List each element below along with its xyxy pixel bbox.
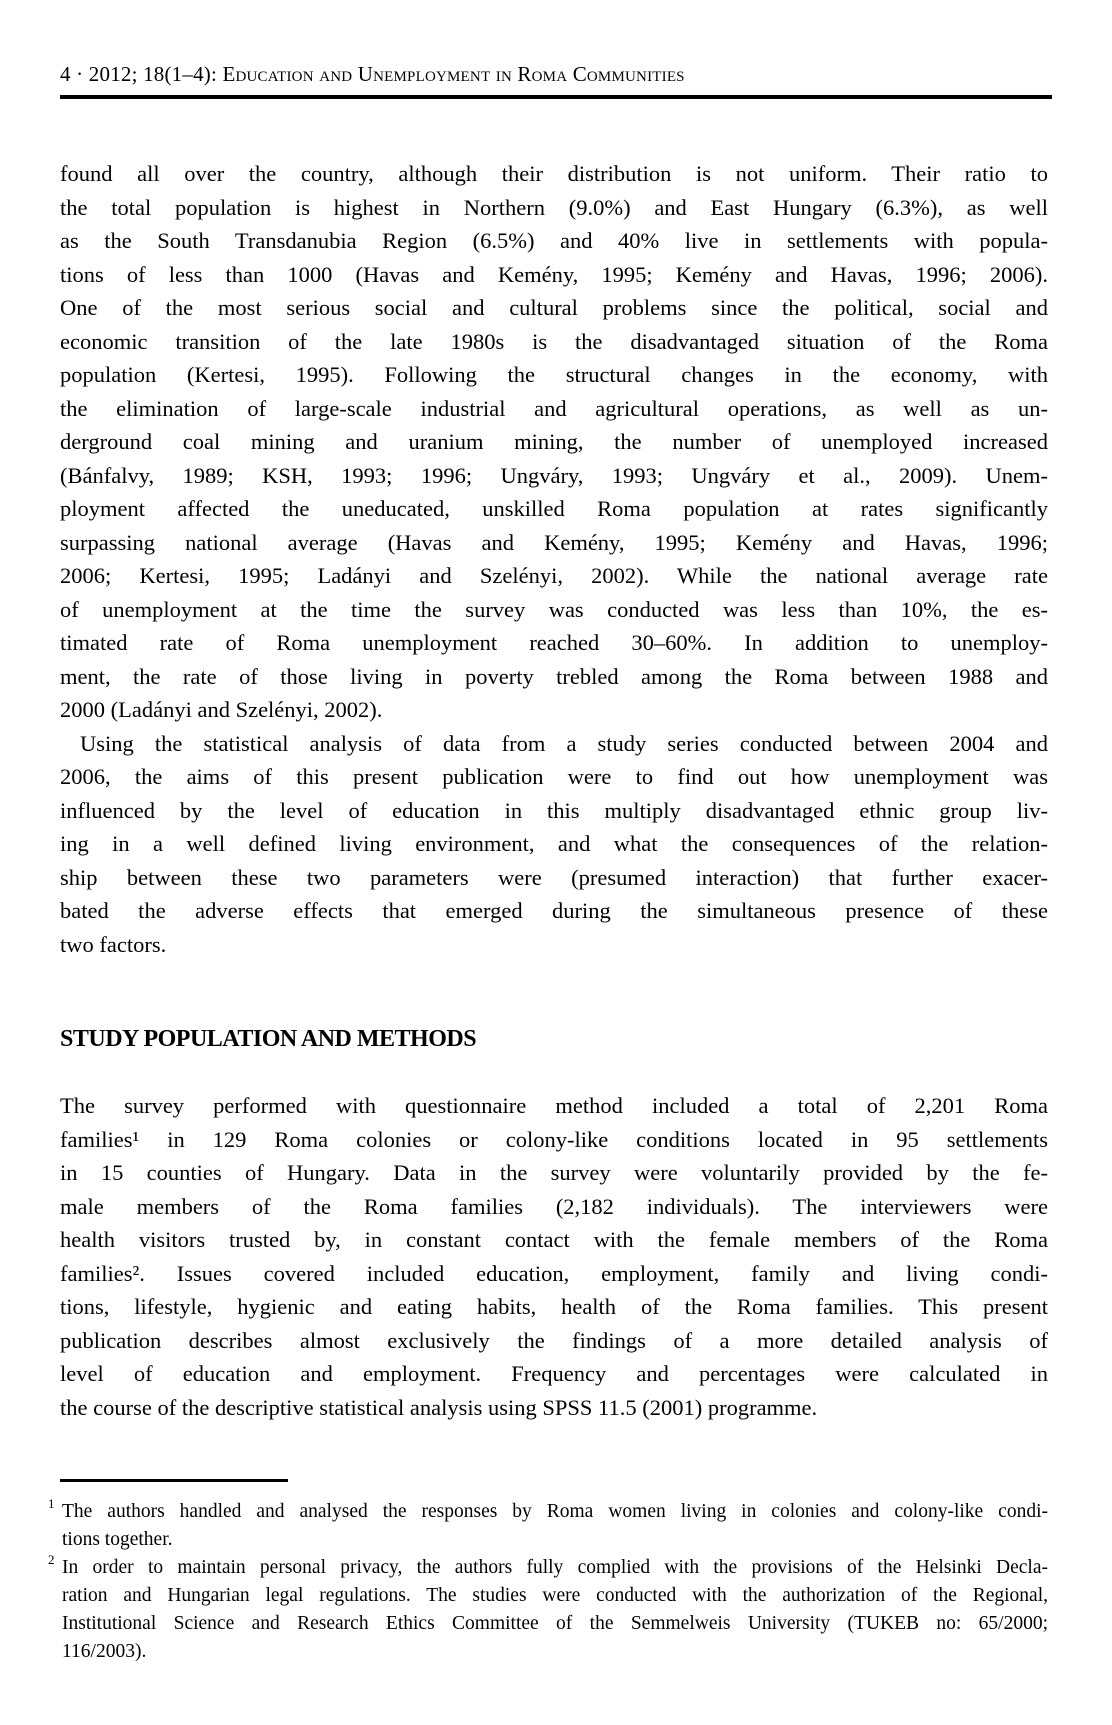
text-line: families¹ in 129 Roma colonies or colony-like conditions located in 95 settlements bbox=[60, 1126, 1048, 1152]
footnotes-section bbox=[48, 1496, 1048, 1666]
text-line: timated rate of Roma unemployment reached 30–60%. In addition to unemploy- bbox=[60, 630, 1048, 655]
footnote bbox=[48, 1496, 1048, 1554]
text-line: the total population is highest in Northern (9.0%) and East Hungary (6.3%), as well bbox=[60, 194, 1048, 220]
text-line: male members of the Roma families (2,182 individuals). The interviewers were bbox=[60, 1193, 1048, 1219]
text-line: two factors. bbox=[60, 931, 167, 957]
running-header bbox=[60, 62, 1052, 87]
text-line: of unemployment at the time the survey was conducted was less than 10%, the es- bbox=[60, 596, 1048, 622]
paragraph bbox=[60, 157, 1048, 727]
text-line: health visitors trusted by, in constant contact with the female members of the Roma bbox=[60, 1227, 1048, 1252]
text-line: influenced by the level of education in this multiply disadvantaged ethnic group liv- bbox=[60, 797, 1048, 823]
text-line: ing in a well defined living environment, and what the consequences of the relation- bbox=[60, 831, 1048, 856]
text-line: ment, the rate of those living in poverty trebled among the Roma between 1988 and bbox=[60, 663, 1048, 689]
footnote-line: In order to maintain personal privacy, the authors fully complied with the provisions of the Helsinki Decla- bbox=[62, 1557, 1048, 1578]
footnote-line: The authors handled and analysed the responses by Roma women living in colonies and colony-like condi- bbox=[62, 1501, 1048, 1522]
text-line: population (Kertesi, 1995). Following the structural changes in the economy, with bbox=[60, 362, 1048, 387]
text-line: in 15 counties of Hungary. Data in the survey were voluntarily provided by the fe- bbox=[60, 1160, 1048, 1185]
text-line: Using the statistical analysis of data from a study series conducted between 2004 and bbox=[80, 730, 1048, 756]
text-line: The survey performed with questionnaire method included a total of 2,201 Roma bbox=[60, 1093, 1048, 1118]
footnote-line: tions together. bbox=[62, 1529, 173, 1550]
footnote-line: ration and Hungarian legal regulations. The studies were conducted with the authorization of the Regional, bbox=[62, 1585, 1048, 1606]
methods-section bbox=[60, 1089, 1048, 1424]
text-line: ployment affected the uneducated, unskilled Roma population at rates significantly bbox=[60, 496, 1048, 521]
footnote-marker: 2 bbox=[48, 1552, 55, 1567]
text-line: tions, lifestyle, hygienic and eating habits, health of the Roma families. This present bbox=[60, 1294, 1048, 1319]
text-line: publication describes almost exclusively the findings of a more detailed analysis of bbox=[60, 1327, 1048, 1353]
footnote bbox=[48, 1552, 1048, 1666]
text-line: tions of less than 1000 (Havas and Kemény, 1995; Kemény and Havas, 1996; 2006). bbox=[60, 261, 1048, 287]
footnote-rule bbox=[60, 1479, 288, 1482]
footnote-marker: 1 bbox=[48, 1496, 55, 1511]
text-line: found all over the country, although their distribution is not uniform. Their ratio to bbox=[60, 161, 1048, 186]
text-line: One of the most serious social and cultural problems since the political, social and bbox=[60, 295, 1048, 320]
section-heading: STUDY POPULATION AND METHODS bbox=[60, 1026, 477, 1052]
text-line: 2006; Kertesi, 1995; Ladányi and Szelényi, 2002). While the national average rate bbox=[60, 563, 1048, 588]
text-line: 2006, the aims of this present publication were to find out how unemployment was bbox=[60, 764, 1048, 789]
text-line: 2000 (Ladányi and Szelényi, 2002). bbox=[60, 697, 383, 722]
text-line: ship between these two parameters were (presumed interaction) that further exacer- bbox=[60, 864, 1048, 890]
footnote-line: 116/2003). bbox=[62, 1641, 147, 1662]
header-rule bbox=[60, 95, 1052, 99]
text-line: families². Issues covered included education, employment, family and living condi- bbox=[60, 1260, 1048, 1286]
paragraph bbox=[60, 1089, 1048, 1424]
footnote-line: Institutional Science and Research Ethics Committee of the Semmelweis University (TUKEB no: 65/2000; bbox=[62, 1613, 1048, 1634]
text-line: level of education and employment. Frequency and percentages were calculated in bbox=[60, 1361, 1048, 1386]
text-line: surpassing national average (Havas and Kemény, 1995; Kemény and Havas, 1996; bbox=[60, 529, 1048, 555]
paragraph bbox=[60, 727, 1048, 962]
text-line: economic transition of the late 1980s is the disadvantaged situation of the Roma bbox=[60, 328, 1048, 354]
text-line: (Bánfalvy, 1989; KSH, 1993; 1996; Ungváry, 1993; Ungváry et al., 2009). Unem- bbox=[60, 462, 1048, 488]
text-line: bated the adverse effects that emerged during the simultaneous presence of these bbox=[60, 898, 1048, 923]
header-issue-info: 4 · 2012; 18(1–4): bbox=[60, 62, 223, 86]
text-line: the elimination of large-scale industrial and agricultural operations, as well as un- bbox=[60, 395, 1048, 421]
header-title: Education and Unemployment in Roma Communities bbox=[222, 62, 685, 86]
text-line: derground coal mining and uranium mining, the number of unemployed increased bbox=[60, 429, 1048, 454]
text-line: as the South Transdanubia Region (6.5%) and 40% live in settlements with popula- bbox=[60, 228, 1048, 253]
text-line: the course of the descriptive statistical analysis using SPSS 11.5 (2001) programme. bbox=[60, 1394, 818, 1420]
intro-section bbox=[60, 157, 1048, 961]
